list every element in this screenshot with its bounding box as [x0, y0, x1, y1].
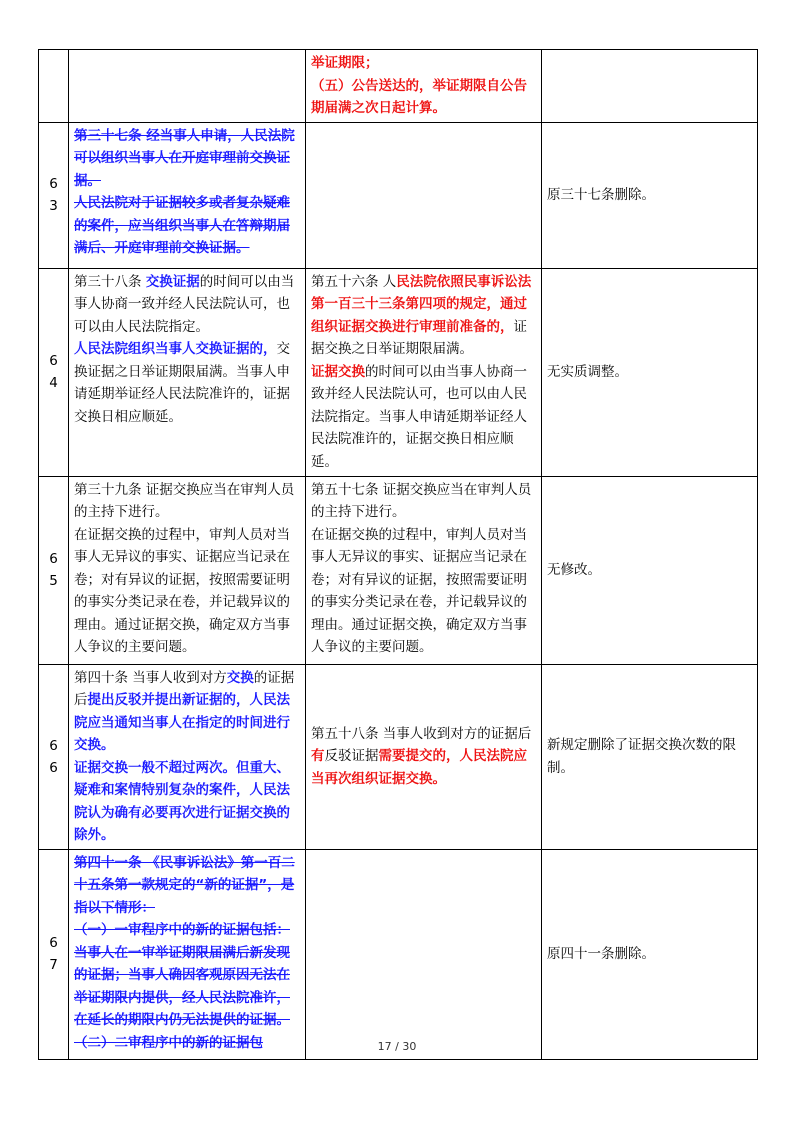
table-row: [39, 849, 758, 1059]
text-run: （五）公告送达的，举证期限自公告期届满之次日起计算。: [311, 77, 527, 116]
row-number: [39, 50, 69, 123]
paragraph: [74, 852, 300, 920]
row-number: 6 5: [39, 476, 69, 664]
text-run: （一）一审程序中的新的证据包括：当事人在一审举证期限届满后新发现的证据；当事人确因客观原因无法在举证期限内提供，经人民法院准许，在延长的期限内仍无法提供的证据。: [74, 922, 290, 1028]
text-run: 证据交换之日举证期限届满。: [311, 318, 527, 357]
note-cell: 无修改。: [542, 476, 758, 664]
paragraph: [311, 723, 536, 791]
text-run: 人民法院组织当事人交换证据的，: [74, 341, 277, 357]
text-run: 第三十七条 经当事人申请，人民法院可以组织当事人在开庭审理前交换证据。: [74, 127, 295, 189]
text-run: 第四十条 当事人收到对方: [74, 669, 227, 686]
text-run: 在证据交换的过程中，审判人员对当事人无异议的事实、证据应当记录在卷；对有异议的证据，按照需要证明的事实分类记录在卷，并记载异议的理由。通过证据交换，确定双方当事人争议的主要问题。: [311, 526, 527, 655]
new-provision-cell: [306, 476, 542, 664]
text-run: 有: [311, 748, 325, 765]
table-row: [39, 50, 758, 123]
paragraph: [74, 479, 300, 524]
old-provision-cell: [69, 122, 306, 268]
note-cell: 新规定删除了证据交换次数的限制。: [542, 664, 758, 849]
new-provision-cell: [306, 122, 542, 268]
text-run: 第四十一条 《民事诉讼法》第一百二十五条第一款规定的“新的证据”，是指以下情形：: [74, 854, 295, 916]
text-run: 第三十九条 证据交换应当在审判人员的主持下进行。: [74, 481, 295, 520]
text-run: 反驳证据: [324, 748, 379, 765]
text-run: （二）二审程序中的新的证据包: [74, 1034, 263, 1051]
old-provision-cell: [69, 664, 306, 849]
page-number: 17 / 30: [377, 1040, 417, 1053]
paragraph: [311, 271, 536, 361]
row-number: 6 4: [39, 268, 69, 476]
text-run: 第五十六条 人: [311, 273, 397, 290]
text-run: 第五十八条 当事人收到对方的证据后: [311, 725, 532, 742]
paragraph: [74, 338, 300, 428]
paragraph: [311, 479, 536, 524]
text-run: 举证期限；: [311, 55, 379, 71]
text-run: 民法院依照民事诉讼法第一百三十三条第四项的规定，通过组织证据交换进行审理前准备的，: [311, 273, 532, 335]
text-run: 证据交换: [311, 363, 365, 380]
new-provision-cell: [306, 849, 542, 1059]
row-number: 6 6: [39, 664, 69, 849]
text-run: 交换: [226, 669, 254, 686]
text-run: 提出反驳并提出新证据的，人民法院应当通知当事人在指定的时间进行交换。: [74, 692, 290, 753]
table-row: [39, 122, 758, 268]
text-run: 的证据后: [74, 669, 295, 708]
new-provision-cell: [306, 50, 542, 123]
table-row: [39, 664, 758, 849]
table-row: [39, 268, 758, 476]
paragraph: [74, 667, 300, 757]
row-number: 6 3: [39, 122, 69, 268]
new-provision-cell: [306, 664, 542, 849]
paragraph: [74, 524, 300, 659]
text-run: 的时间可以由当事人协商一致并经人民法院认可，也可以由人民法院指定。当事人申请延期举证经人民法院准许的，证据交换日相应顺延。: [311, 363, 527, 470]
note-cell: 无实质调整。: [542, 268, 758, 476]
note-cell: [542, 50, 758, 123]
text-run: 交换证据: [145, 273, 200, 290]
note-cell: 原三十七条删除。: [542, 122, 758, 268]
text-run: 人民法院对于证据较多或者复杂疑难的案件，应当组织当事人在答辩期届满后、开庭审理前交换证据。: [74, 195, 290, 256]
text-run: 证据交换一般不超过两次。但重大、疑难和案情特别复杂的案件，人民法院认为确有必要再次进行证据交换的除外。: [74, 759, 290, 843]
text-run: 第五十七条 证据交换应当在审判人员的主持下进行。: [311, 481, 532, 520]
paragraph: [311, 361, 536, 474]
old-provision-cell: [69, 476, 306, 664]
paragraph: [74, 271, 300, 339]
text-run: 在证据交换的过程中，审判人员对当事人无异议的事实、证据应当记录在卷；对有异议的证据，按照需要证明的事实分类记录在卷，并记载异议的理由。通过证据交换，确定双方当事人争议的主要问题。: [74, 526, 290, 655]
new-provision-cell: [306, 268, 542, 476]
old-provision-cell: [69, 50, 306, 123]
paragraph: [74, 192, 300, 260]
text-run: 需要提交的，人民法院应当再次组织证据交换。: [311, 748, 527, 787]
row-number: 6 7: [39, 849, 69, 1059]
text-run: 交换证据之日举证期限届满。当事人申请延期举证经人民法院准许的，证据交换日相应顺延。: [74, 341, 290, 425]
text-run: 第三十八条: [74, 273, 146, 290]
text-run: 的时间可以由当事人协商一致并经人民法院认可，也可以由人民法院指定。: [74, 273, 295, 335]
old-provision-cell: [69, 268, 306, 476]
paragraph: [74, 125, 300, 193]
table-row: [39, 476, 758, 664]
old-provision-cell: [69, 849, 306, 1059]
paragraph: [74, 919, 300, 1032]
paragraph: [311, 75, 536, 120]
note-cell: 原四十一条删除。: [542, 849, 758, 1059]
paragraph: [311, 52, 536, 75]
comparison-table: [38, 49, 758, 1060]
paragraph: [74, 757, 300, 847]
paragraph: [311, 524, 536, 659]
